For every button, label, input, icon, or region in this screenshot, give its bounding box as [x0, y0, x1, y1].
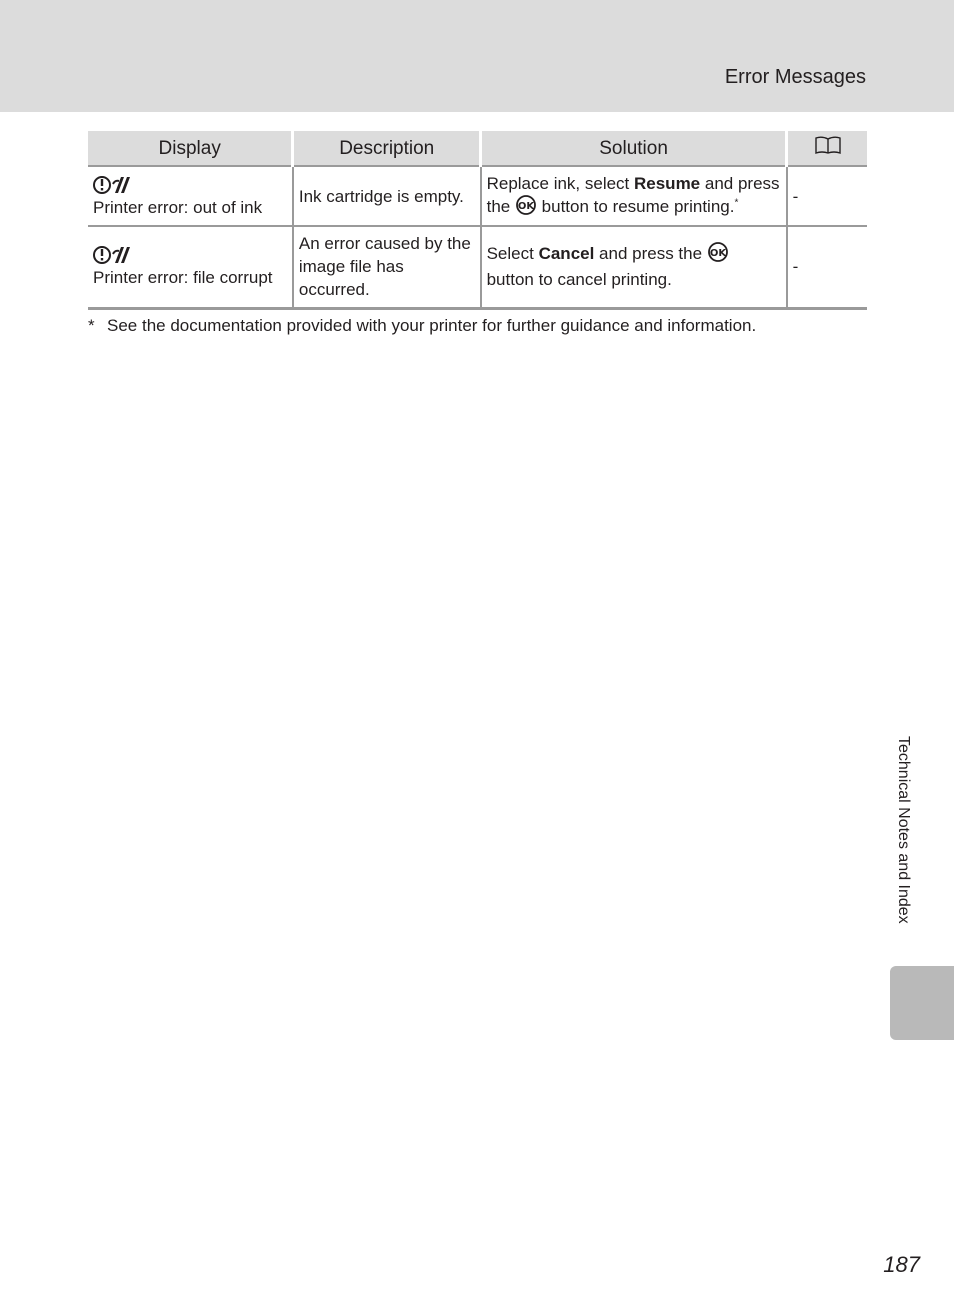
- error-messages-table: [88, 131, 867, 310]
- display-cell: [88, 166, 293, 226]
- svg-text:OK: OK: [709, 248, 726, 260]
- table-header-row: [88, 131, 867, 166]
- solution-text: button to cancel printing.: [486, 270, 672, 290]
- reference-cell: -: [787, 226, 867, 308]
- reference-cell: -: [787, 166, 867, 226]
- solution-menu-option: Cancel: [538, 244, 595, 264]
- page-number: 187: [883, 1252, 920, 1277]
- solution-cell: [481, 166, 787, 226]
- footnote-marker: *: [734, 196, 739, 208]
- footnote-text: See the documentation provided with your printer for further guidance and information.: [107, 316, 757, 335]
- footnote-mark: *: [88, 316, 95, 335]
- header-reference: [787, 131, 867, 166]
- section-title: Error Messages: [724, 66, 866, 88]
- display-cell: [88, 226, 293, 308]
- ok-button-icon: [516, 195, 536, 221]
- solution-text: Select: [486, 244, 539, 264]
- description-cell: An error caused by the image file has occurred.: [293, 226, 481, 308]
- display-text: Printer error: file corrupt: [93, 268, 273, 288]
- printer-error-icon: [93, 244, 287, 266]
- ok-button-icon: [708, 242, 728, 268]
- svg-text:OK: OK: [517, 200, 535, 212]
- description-cell: Ink cartridge is empty.: [293, 166, 481, 226]
- solution-text: and press the: [486, 173, 780, 216]
- book-reference-icon: [814, 135, 842, 161]
- header-description: Description: [293, 131, 481, 166]
- section-tab: [890, 966, 954, 1040]
- table-row: [88, 166, 867, 226]
- solution-cell: [481, 226, 787, 308]
- table-row: [88, 226, 867, 308]
- solution-text: Replace ink, select: [486, 173, 634, 193]
- header-solution: Solution: [481, 131, 787, 166]
- footnote: [88, 316, 868, 336]
- header-band: [0, 0, 954, 112]
- side-section-label: Technical Notes and Index: [895, 736, 912, 924]
- header-display: Display: [88, 131, 293, 166]
- printer-error-icon: [93, 174, 287, 196]
- solution-menu-option: Resume: [634, 173, 701, 193]
- solution-text: and press the: [594, 244, 707, 264]
- display-text: Printer error: out of ink: [93, 197, 263, 217]
- solution-text: button to resume printing.: [536, 196, 735, 216]
